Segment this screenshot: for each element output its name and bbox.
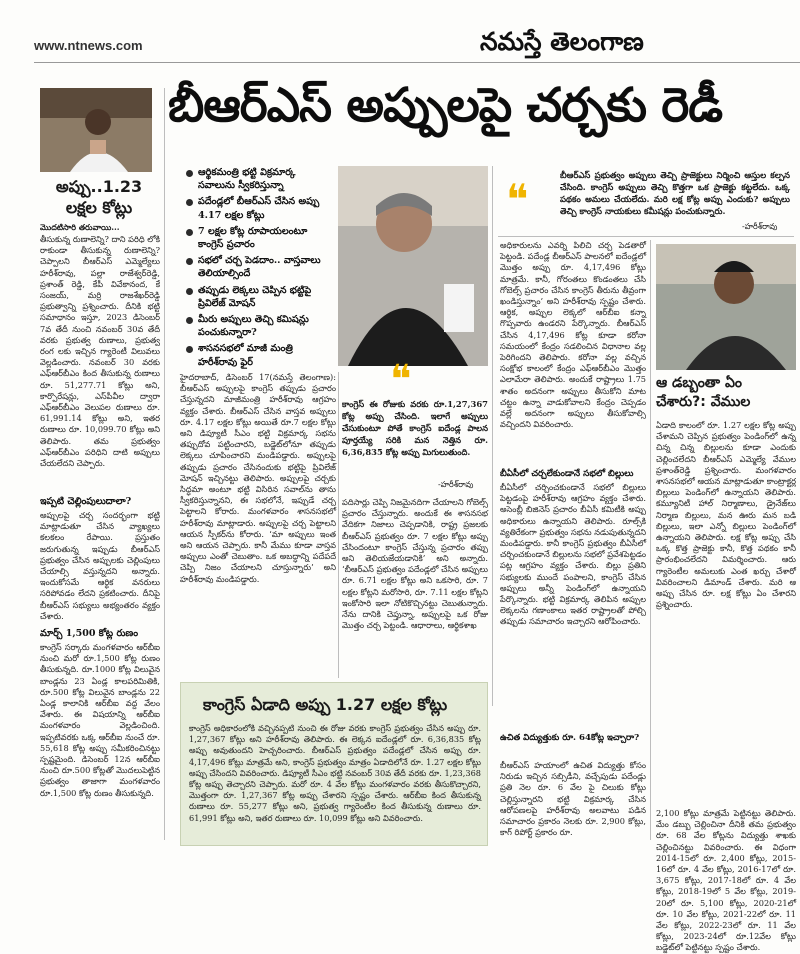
quote-mark-icon: ❝ <box>390 357 412 403</box>
highlight-item: సభలో చర్చ పెడదాం.. వాస్తవాలు తెలియాల్సిందే <box>184 254 334 280</box>
col4-body-2: బీఏసీలో చర్చించకుండానే సభలో బిల్లులు పెట్టడంపై హరీశ్‌రావు ఆగ్రహం వ్యక్తం చేశారు. అసెంబ్లీ బిజినెస్ ప్రచారం బీఏసీ కమిటీకి అప్పు అధికారులు ఉన్నాయని తెలిపారు. రూల్స్‌కి వ్యతిరేకంగా ప్రభుత్వం సభను నడుపుతున్నదని మండిపడ్డారు. కానీ కాంగ్రెస్ ప్రభుత్వం బీఏసీలో చర్చించకుండానే బిల్లులను సభలో ప్రవేశపెట్టడం పట్ల ఆగ్రహం వ్యక్తం చేశారు. బిల్లు ప్రతిని సభ్యులకు ముందే పంపాలని, కాంగ్రెస్ చేసిన అప్పులు అన్నీ పెండింగ్‌లో ఉన్నాయని పేర్కొన్నారు. భట్టి విక్రమార్క తెలిపిన అప్పుల లెక్కలను గణాంకాలు ఇతర రాష్ట్రాలతో పోల్చి తప్పుడు సమాచారం ఇచ్చారని ఆరోపించారు. <box>500 482 646 627</box>
col3-body: పదిసార్లు చెప్పి నిజమైనదిగా చేయాలని గోబెల్స్ ప్రచారం చేస్తున్నారు. అందుకే ఈ శాసనసభ వేదికగా నిజాలు చెప్పడానికి, రాష్ట్ర ప్రజలకు బీఆర్ఎస్ ప్రభుత్వం రూ. 7 లక్షల కోట్లు అప్పు చేసిందంటూ కాంగ్రెస్ చేస్తున్న ప్రచారం తప్పు అని తెలియజేయడానికి’ అని అన్నారు. ‘బీఆర్ఎస్ ప్రభుత్వం పదేండ్లలో చేసిన అప్పులు రూ. 6.71 లక్షల కోట్లు అని ఒకసారి, రూ. 7 లక్షల కోట్లని మరోసారి, రూ. 7.11 లక్షల కోట్లని ఇంకోసారి ఇలా నోటికొచ్చినట్టు చెబుతున్నారు. నేను దానికి చెప్తున్నా, అప్పులపై ఒక రోజు మొత్తం చర్చ పెట్టండి. ఆధారాలు, ఆర్థికశాఖ <box>342 497 488 631</box>
right-photo <box>656 244 796 370</box>
col4-subhead-2: ఉచిత విద్యుత్తుకు రూ. 64కోట్ల ఇచ్చారా? <box>500 733 640 743</box>
col-divider-2 <box>492 166 493 706</box>
col4-subhead-1: బీఏసీలో చర్చలేకుండానే సభలో బిల్లులు <box>500 469 634 479</box>
highlight-item: శాసనసభలో మాజీ మంత్రి హరీశ్‌రావు ఫైర్ <box>184 342 334 368</box>
box-body: కాంగ్రెస్ అధికారంలోకి వచ్చినప్పటి నుంచి ఈ రోజు వరకు కాంగ్రెస్ ప్రభుత్వం చేసిన అప్పు రూ. 1,27,367 కోట్లు అని హరీశ్‌రావు తెలిపారు. ఈ లెక్కన ఐదేండ్లలో రూ. 6,36,835 కోట్ల అప్పు అవుతుందని హెచ్చరించారు. బీఆర్ఎస్ ప్రభుత్వం పదేండ్లలో చేసిన అప్పు రూ. 4,17,496 కోట్లు మాత్రమే అని, కాంగ్రెస్ ప్రభుత్వం మాత్రం ఏడాదిలోనే రూ. 1.27 లక్షల కోట్లు అప్పు చేసిందని వివరించారు. డిప్యూటీ సీఎం భట్టి నవంబర్ 30వ తేదీ వరకు రూ. 1,23,368 కోట్ల అప్పు తెచ్చారని చెప్పారు. మరో రూ. 4 వేల కోట్లు మంగళవారం వరకు తీసుకొచ్చారని, మొత్తంగా రూ. 1,27,367 కోట్ల అప్పు చేశారని స్పష్టం చేశారు. ఆర్‌బీఐ కింద తీసుకున్న రుణాలు రూ. 55,277 కోట్లు అని, ప్రభుత్వ గ్యారెంటీల కింద తీసుకున్న రుణాలు రూ. 61,991 కోట్లు అని, ఇతర రుణాలు రూ. 10,099 కోట్లు అని వివరించారు. <box>189 723 481 823</box>
right-photo-caption: ఆ డబ్బంతా ఏం చేశారు?: వేముల <box>656 375 751 410</box>
speaker-photo-icon <box>656 244 796 370</box>
center-quote: కాంగ్రెస్ ఈ రోజుకు వరకు రూ.1,27,367 కోట్ల అప్పు చేసింది. ఇలాగే అప్పులు చేసుకుంటూ పోతే కాంగ్రెస్ ఐదేండ్ల పాలన పూర్తయ్యే సరికి మన నెత్తిన రూ. 6,36,835 కోట్ల అప్పు మిగులుతుంది. <box>342 399 488 457</box>
col2-body: హైదరాబాద్, డిసెంబర్ 17(నమస్తే తెలంగాణ): బీఆర్ఎస్ అప్పులపై కాంగ్రెస్ తప్పుడు ప్రచారం చేస్తున్నదని మాజీమంత్రి హరీశ్‌రావు ఆగ్రహం వ్యక్తం చేశారు. బీఆర్ఎస్ చేసిన వాస్తవ అప్పులు రూ. 4.17 లక్షల కోట్లు అయితే రూ.7 లక్షల కోట్లు అని డిప్యూటీ సీఎం భట్టి విక్రమార్క సభను తప్పుదోవ పట్టించారని, బడ్జెట్‌లోనూ తప్పుడు లెక్కలు చూపించారని మండిపడ్డారు. అప్పులపై తప్పుడు ప్రచారం చేసినందుకు భట్టిపై ప్రివిలేజ్ మోషన్ ఇచ్చినట్టు తెలిపారు. అప్పులపై చర్చకు సిద్ధమా అంటూ భట్టి విసిరిన సవాల్‌ను తాను స్వీకరిస్తున్నానని, ఈ సభలోనే, ఇప్పుడే చర్చ పెట్టాలని కోరారు. మంగళవారం శాసనసభలో హరీశ్‌రావు మాట్లాడారు. అప్పులపై చర్చ పెట్టాలని ఆయన స్పీకర్‌ను కోరారు. ‘మా అప్పులు ఇంత అని ఆయన చెప్పారు. కానీ మేము కూడా వాస్తవ అప్పులు ఎంతో చెబుతాం. ఒక అబద్ధాన్ని పదేపదే చెప్పి నిజం చేయాలని చూస్తున్నారు’ అని హరీశ్‌రావు మండిపడ్డారు. <box>180 372 336 584</box>
highlight-box <box>180 682 488 846</box>
col4-body-1: అధికారులను ఎవర్ని పిలిచి చర్చ పెడతారో పెట్టండి. పదేండ్ల బీఆర్ఎస్ పాలనలో ఐదేండ్లలో మొత్తం అప్పు రూ. 4,17,496 కోట్లు మాత్రమే. కానీ, గోరంతలు కొండంతలు చేసి గోబెల్స్ ప్రచారం చేసిన కాంగ్రెస్ తీరును తీవ్రంగా ఖండిస్తున్నాం’ అని హరీశ్‌రావు స్పష్టం చేశారు. ఆర్థిక, అప్పుల లెక్కలో ఆర్‌బీఐ కన్నా గొప్పవారు ఉండరని పేర్కొన్నారు. బీఆర్ఎస్ చేసిన 4,17,496 కోట్ల కూడా కరోనా సమయంలో కేంద్రం సడలించిన విధానాల వల్ల పెరిగిందని తెలిపారు. కరోనా వల్ల వచ్చిన సంక్షోభ కాలంలో కేంద్రం ఎఫ్‌ఆర్‌బీఎం మొత్తం ఎలామేరా తెలిపారు. అందుకే రాష్ట్రాలు 1.75 శాతం అదనంగా అప్పులు తీసుకోని మాట చట్టం ఉన్నా వాడుకోవాలని కేంద్రం చెప్పడం వల్లే అదనంగా అప్పులు తీసుకోవాల్సి వచ్చిందని వివరించారు. <box>500 240 646 430</box>
left-headline: అప్పు..1.23 లక్షల కోట్లు <box>55 177 143 217</box>
highlight-item: పదేండ్లలో బీఆర్ఎస్ చేసిన అప్పు 4.17 లక్షల కోట్లు <box>184 195 334 221</box>
col-divider-1 <box>164 88 165 840</box>
speaker-photo-icon <box>40 88 152 172</box>
highlight-item: తప్పుడు లెక్కలు చెప్పిన భట్టిపై ప్రివిలేజ్ మోషన్ <box>184 284 334 310</box>
highlight-item: మీరు అప్పులు తెచ్చి కమిషన్లు పంచుకున్నారా? <box>184 313 334 339</box>
col5-body-2: 2,100 కోట్లు మాత్రమే పెట్టినట్టు తెలిపారు. మేం డబ్బు చెల్లించినా దీనికి తమ ప్రభుత్వం రూ. 68 వేల కోట్లను విద్యుత్తు శాఖకు చెల్లించినట్టు వివరించారు. ఈ విధంగా 2014-15లో రూ. 2,400 కోట్లు, 2015-16లో రూ. 4 వేల కోట్లు, 2016-17లో రూ. 3,675 కోట్లు, 2017-18లో రూ. 4 వేల కోట్లు, 2018-19లో 5 వేల కోట్లు, 2019-20లో రూ. 5,100 కోట్లు, 2020-21లో రూ. 10 వేల కోట్లు, 2021-22లో రూ. 11 వేల కోట్లు, 2022-23లో రూ. 11 వేల కోట్లు, 2023-24లో రూ.12వేల కోట్లు బడ్జెట్‌లో పెట్టినట్టు స్పష్టం చేశారు. <box>656 808 796 953</box>
speaker-photo-icon <box>338 166 488 366</box>
left-photo <box>40 88 152 172</box>
left-body-1: తీసుకున్న రుణాలెన్ని? దాని పరిధి లోకి రాకుండా తీసుకున్న రుణాలెన్ని? చెప్పాలని బీఆర్ఎస్ ఎమ్మెల్యేలు హరీశ్‌రావు, పల్లా రాజేశ్వర్‌రెడ్డి, ప్రశాంత్ రెడ్డి, కేపీ వివేకానంద, కే సంజయ్, మర్రి రాజశేఖర్‌రెడ్డి ప్రభుత్వాన్ని ప్రశ్నించారు. దీనికి భట్టి సమాధానం ఇస్తూ, 2023 డిసెంబర్ 7వ తేదీ నుంచి నవంబర్ 30వ తేదీ వరకు ప్రభుత్వ రుణాలు, ప్రభుత్వ రంగ లకు ఇచ్చిన గ్యారెంటీ విలువలు వెల్లడించారు. నవంబర్ 30 వరకు ఎఫ్‌ఆర్‌బీఎం కింద తీసుకున్న రుణాలు రూ. 51,277.71 కోట్లు అని, కార్పొరేషన్లు, ఎస్‌పీవీల ద్వారా ఎఫ్‌ఆర్‌బీఎం వెలుపల రుణాలు రూ. 61,991.14 కోట్లు అని, ఇతర రుణాలు రూ. 10,099.70 కోట్లు అని తెలిపారు. తమ ప్రభుత్వం ఎఫ్‌ఆర్‌బీఎం పరిధిని దాటి అప్పులు చేయలేదని చెప్పారు. <box>40 234 160 469</box>
highlight-item: 7 లక్షల కోట్ల రూపాయలంటూ కాంగ్రెస్ ప్రచారం <box>184 225 334 251</box>
center-quote-attribution: -హరీశ్‌రావు <box>438 480 474 489</box>
highlights-list <box>184 166 334 372</box>
left-kicker: మొదటిసారి తరువాయి... <box>40 222 120 232</box>
col-divider-4 <box>650 240 651 840</box>
col-divider-3 <box>338 372 339 678</box>
right-quote-attribution: -హరీశ్‌రావు <box>742 222 778 231</box>
left-subhead-1: ఇప్పటి చెల్లింపులుదాలా? <box>40 496 132 507</box>
center-photo <box>338 166 488 366</box>
quote-mark-icon: ❝ <box>506 175 529 224</box>
box-title: కాంగ్రెస్ ఏడాది అప్పు 1.27 లక్షల కోట్లు <box>203 695 448 714</box>
quote-rule <box>498 236 794 237</box>
highlight-item: ఆర్థికమంత్రి భట్టి విక్రమార్క సవాలును స్వీకరిస్తున్నా <box>184 166 334 192</box>
page-headline: బీఆర్ఎస్ అప్పులపై చర్చకు రెడీ <box>168 78 723 133</box>
col5-body-1: ఏడాది కాలంలో రూ. 1.27 లక్షల కోట్ల అప్పు చేశామని చెప్పిన ప్రభుత్వం పెండింగ్‌లో ఉన్న చిన్న చిన్న బిల్లులను కూడా ఎందుకు చెల్లించలేదని బీఆర్ఎస్ ఎమ్మెల్యే వేముల ప్రశాంత్‌రెడ్డి ప్రశ్నించారు. మంగళవారం శాసనసభలో ఆయన మాట్లాడుతూ కాంట్రాక్టర్ల బిల్లులు పెండింగ్‌లో ఉన్నాయని తెలిపారు. కమ్యూనిటీ హాల్ నిర్మాణాలు, డ్రైనేజ్‌లు నిర్మాణ బిల్లులు, మన ఊరు మన బడి బిల్లులు, ఇలా ఎన్నో బిల్లులు పెండింగ్‌లో ఉన్నాయని తెలిపారు. లక్ష కోట్ల అప్పు చేసి ఒక్క కొత్త ప్రాజెక్టు కానీ, కొత్త పథకం కానీ ప్రారంభించలేదని విమర్శించారు. ఆరు గ్యారెంటీల అమలుకు ఎంత ఖర్చు చేశారో వివరించాలని డిమాండ్ చేశారు. మరి ఆ అప్పు చేసిన రూ. లక్ష కోట్లు ఏం చేశారని ప్రశ్నించారు. <box>656 420 796 610</box>
col4-body-3: బీఆర్ఎస్ హయాంలో ఉచిత విద్యుత్తు కోసం నిరుడు ఇచ్చిన సబ్సిడీని, వచ్చేపుడు పదేండ్లు ప్రతి నెల రూ. 6 వేల పై చిలుకు కోట్లు చెల్లిస్తున్నారని భట్టి విక్రమార్క చేసిన ఆరోపణలపై హరీశ్‌రావు అలవాటు పడిన సమాచారం ప్రకారం నెలకు రూ. 2,900 కోట్లు, కాగ్ రిపోర్ట్ ప్రకారం రూ. <box>500 760 646 838</box>
left-body-2: అప్పులపై చర్చ సందర్భంగా భట్టి మాట్లాడుతూ చేసిన వ్యాఖ్యలు కలకలం రేపాయి. ప్రస్తుతం జరుగుతున్న ఇప్పుడు బీఆర్ఎస్ ప్రభుత్వం చేసిన అప్పులకు చెల్లింపులు చేయాల్సి వస్తున్నదని అన్నారు. ఇందుకోసమే ఆర్థిక వనరులు సరిపోవడం లేదని ప్రకటించారు. దీనిపై బీఆర్ఎస్ సభ్యులు అభ్యంతరం వ్యక్తం చేశారు. <box>40 510 160 621</box>
header-rule <box>34 62 800 63</box>
site-url: www.ntnews.com <box>34 38 143 53</box>
masthead <box>0 0 800 62</box>
left-body-3: కాంగ్రెస్ సర్కారు మంగళవారం ఆర్‌బీఐ నుంచి మరో రూ.1,500 కోట్ల రుణం తీసుకున్నది. రూ.1000 కోట్ల విలువైన బాండ్లను 23 ఏండ్ల కాలపరిమితికి, రూ.500 కోట్ల విలువైన బాండ్లను 22 ఏండ్ల కాలానికి ఆర్‌బీఐ వద్ద వేలం వేశారు. ఈ విషయాన్ని ఆర్‌బీఐ మంగళవారం వెల్లడించింది. ఇప్పటివరకు ఒక్క ఆర్‌బీఐ నుంచే రూ. 55,618 కోట్ల అప్పు సమీకరించినట్టు స్పష్టమైంది. డిసెంబర్ 12న ఆర్‌బీఐ నుంచి రూ.500 కోట్లతో మొదలుపెట్టిన ప్రభుత్వం తాజాగా మంగళవారం రూ.1,500 కోట్ల రుణం తీసుకున్నది. <box>40 642 160 798</box>
brand-logo: నమస్తే తెలంగాణ <box>480 27 644 56</box>
left-subhead-2: మార్చ్ 1,500 కోట్ల రుణం <box>40 628 139 639</box>
right-quote: బీఆర్ఎస్ ప్రభుత్వం అప్పులు తెచ్చి ప్రాజెక్టులు నిర్మించి ఆస్తుల కల్పన చేసింది. కాంగ్రెస్ అప్పులు తెచ్చి కొత్తగా ఒక ప్రాజెక్టు కట్టలేదు. ఒక్క పథకం అమలు చేయలేదు. మరి లక్ష కోట్ల అప్పు ఎందుకు? అప్పులు తెచ్చి కాంగ్రెస్ నాయకులు కమీషన్లు పంచుకున్నారు. <box>560 171 790 217</box>
